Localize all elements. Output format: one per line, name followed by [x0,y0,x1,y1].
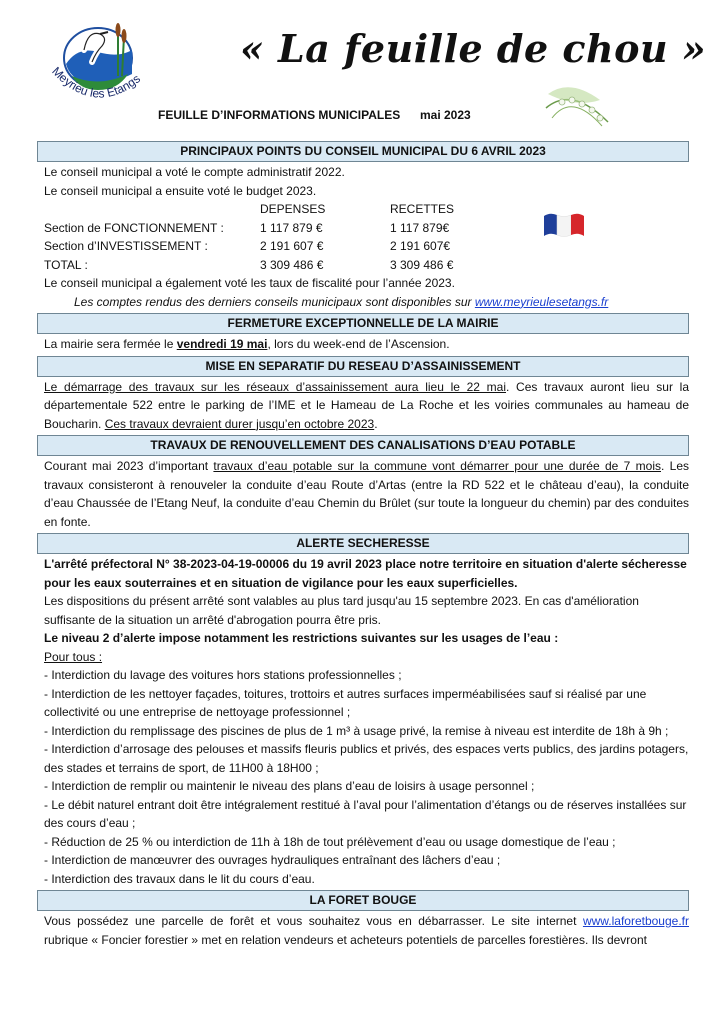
fermeture-text-c: , lors du week-end de l’Ascension. [267,337,450,351]
fermeture-text-a: La mairie sera fermée le [44,337,177,351]
list-item: - Interdiction du remplissage des piscines de plus de 1 m³ à usage privé, la remise à niveau est interdite de 18h à 9h ; [44,723,669,738]
conseil-note [74,293,689,312]
section-heading-foret: LA FORET BOUGE [37,890,689,911]
eau-text-b: travaux d’eau potable sur la commune vont démarrer pour une durée de 7 mois [213,459,661,473]
mairie-website-link[interactable]: www.meyrieulesetangs.fr [474,294,609,309]
list-item: - Interdiction d’arrosage des pelouses et massifs fleuris publics et privés, des espaces verts publics, des jardins potagers, des stades et terrains de sport, de 11H00 à 18H00 ; [44,742,689,775]
section-heading-fermeture: FERMETURE EXCEPTIONNELLE DE LA MAIRIE [37,313,689,334]
eau-text [44,457,689,531]
list-item: - Interdiction de les nettoyer façades, toitures, trottoirs et autres surfaces imperméabilisées sauf si réalisé par une collectivité ou une entreprise de nettoyage professionnel ; [44,686,647,719]
list-item: - Interdiction du lavage des voitures hors stations professionnelles ; [44,668,402,682]
fermeture-date: vendredi 19 mai [176,337,268,351]
budget-table [44,200,689,274]
list-item: - Interdiction de remplir ou maintenir le niveau des plans d’eau de loisirs à usage personnel ; [44,779,535,793]
budget-row-label: TOTAL : [44,257,88,272]
secheresse-pour-tous: Pour tous : [44,649,103,664]
assainissement-text-c: Ces travaux devraient durer jusqu’en octobre 2023 [104,416,375,431]
logo-text: Meyrieu les Etangs [49,64,144,101]
conseil-line-1: Le conseil municipal a voté le compte administratif 2022. [44,165,345,179]
newsletter-title: « La feuille de chou » [240,26,707,71]
section-heading-secheresse: ALERTE SECHERESSE [37,533,689,554]
foret-text-b: rubrique « Foncier forestier » met en relation vendeurs et acheteurs potentiels de parcelles forestières. Ils devront [44,932,647,947]
fermeture-text [44,335,689,354]
budget-row-recettes: 1 117 879€ [390,220,450,235]
conseil-line-2: Le conseil municipal a ensuite voté le budget 2023. [44,183,317,198]
assainissement-text-d: . [374,416,378,431]
budget-col-recettes: RECETTES [390,202,455,216]
secheresse-intro: L'arrêté préfectoral N° 38-2023-04-19-00006 du 19 avril 2023 place notre territoire en situation d'alerte sécheresse pour les eaux souterraines et en situation de vigilance pour les eaux superficielles. [44,557,687,590]
assainissement-text-a: Le démarrage des travaux sur les réseaux d’assainissement aura lieu le 22 mai [44,379,507,394]
lily-of-the-valley-illustration [542,78,614,130]
section-heading-eau: TRAVAUX DE RENOUVELLEMENT DES CANALISATIONS D’EAU POTABLE [37,435,689,456]
list-item: - Réduction de 25 % ou interdiction de 11h à 18h de tout prélèvement d’eau ou usage domestique de l’eau ; [44,834,616,849]
newsletter-subtitle: FEUILLE D’INFORMATIONS MUNICIPALES [158,108,401,122]
conseil-note-text: Les comptes rendus des derniers conseils municipaux sont disponibles sur [74,294,475,309]
assainissement-text-b: . Ces travaux auront lieu sur la départementale 522 entre le parking de l’IME et le Hameau de La Roche et les voiries communales au hameau de Boucharin. [44,379,689,431]
budget-row-recettes: 3 309 486 € [390,257,454,272]
list-item: - Le débit naturel entrant doit être intégralement restitué à l’aval pour l’alimentation d’étangs ou de réserves installées sur des cours d’eau ; [44,797,687,830]
budget-col-depenses: DEPENSES [260,202,326,216]
newsletter-content [37,139,689,949]
budget-row-depenses: 3 309 486 € [260,257,324,272]
foret-text [44,912,689,949]
eau-text-a: Courant mai 2023 d’important [44,459,214,473]
list-item: - Interdiction de manœuvrer des ouvrages hydrauliques entraînant des lâchers d’eau ; [44,853,501,867]
budget-row-recettes: 2 191 607€ [390,239,451,253]
section-heading-assainissement: MISE EN SEPARATIF DU RESEAU D’ASSAINISSEMENT [37,356,689,377]
foret-website-link[interactable]: www.laforetbouge.fr [582,914,689,928]
section-heading-conseil: PRINCIPAUX POINTS DU CONSEIL MUNICIPAL DU 6 AVRIL 2023 [37,141,689,162]
conseil-line-3: Le conseil municipal a également voté les taux de fiscalité pour l’année 2023. [44,276,455,290]
french-flag-icon [542,210,586,238]
list-item: - Interdiction des travaux dans le lit du cours d’eau. [44,871,315,886]
foret-text-a: Vous possédez une parcelle de forêt et vous souhaitez vous en débarrasser. Le site internet [44,914,583,928]
svg-text:Meyrieu les Etangs [49,64,143,100]
issue-date: mai 2023 [420,108,471,122]
eau-text-c: . Les travaux consisteront à renouveler la conduite d’eau Route d’Artas (entre la RD 522 et le château d’eau), la conduite d’eau Chaussée de l’Etang Neuf, la conduite d’eau Chemin du Brûlet (sur toute la longueur du chemin) par des conduites en fonte. [44,459,689,529]
secheresse-dispositions: Les dispositions du présent arrêté sont valables au plus tard jusqu'au 15 septembre 2023. En cas d'amélioration suffisante de la situation un arrêté d'abrogation pourra être pris. [44,594,639,627]
budget-row-label: Section de FONCTIONNEMENT : [44,220,224,235]
assainissement-text [44,378,689,434]
budget-row-label: Section d’INVESTISSEMENT : [44,239,208,253]
logo-text-arc [40,64,160,124]
secheresse-niveau: Le niveau 2 d’alerte impose notamment les restrictions suivantes sur les usages de l’eau : [44,631,559,645]
budget-row-depenses: 1 117 879 € [260,220,323,235]
budget-row-depenses: 2 191 607 € [260,239,324,253]
